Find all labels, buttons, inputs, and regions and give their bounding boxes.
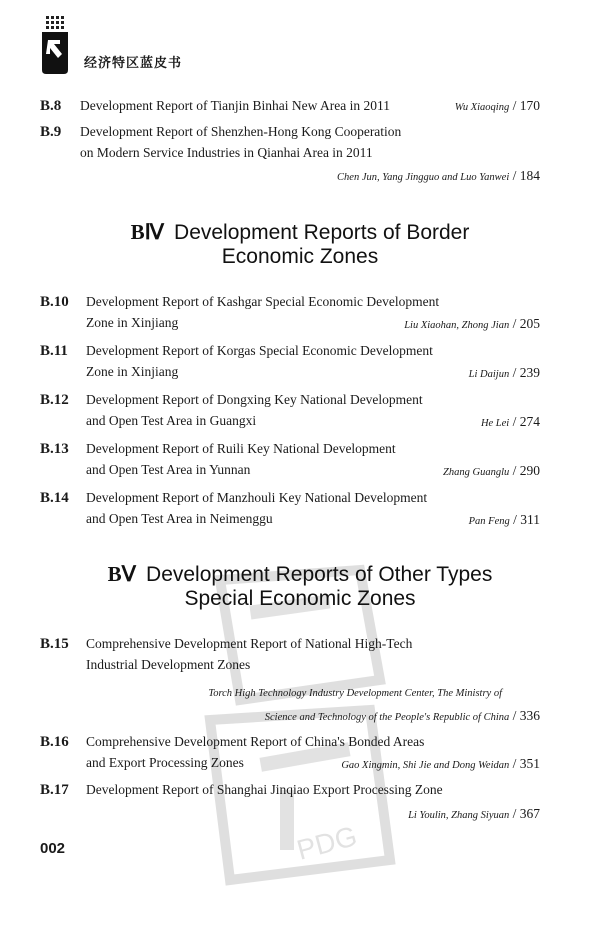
entry-page: / 205 xyxy=(512,316,540,331)
entry-title-line: Comprehensive Development Report of China's Bonded Areas xyxy=(86,734,425,749)
entry-title-line: and Open Test Area in Yunnan xyxy=(86,462,251,477)
section-roman: BⅤ xyxy=(107,562,137,586)
entry-author: Wu Xiaoqing xyxy=(454,102,510,113)
section-roman: BⅣ xyxy=(130,220,165,244)
toc-entry[interactable] xyxy=(40,731,540,775)
toc-entry[interactable] xyxy=(40,487,540,531)
entry-author-line: Torch High Technology Industry Development Center, The Ministry of xyxy=(208,688,502,699)
entry-title-line: Zone in Xinjiang xyxy=(86,364,179,379)
entry-author: Zhang Guanglu xyxy=(443,467,510,478)
entry-page: / 184 xyxy=(512,168,540,183)
entry-author: Pan Feng xyxy=(468,516,510,527)
entry-title-line: Development Report of Kashgar Special Economic Development xyxy=(86,294,440,309)
entry-author: Chen Jun, Yang Jingguo and Luo Yanwei xyxy=(337,172,510,183)
entry-author: Liu Xiaohan, Zhong Jian xyxy=(404,320,510,331)
watermark-text: PDG xyxy=(293,820,361,866)
watermark-seal xyxy=(180,560,420,900)
entry-title-line: Development Report of Shanghai Jinqiao Export Processing Zone xyxy=(86,782,443,797)
entry-title-line: Development Report of Tianjin Binhai New Area in 2011 xyxy=(80,98,390,113)
entry-code: B.8 xyxy=(40,98,62,114)
toc-entry[interactable] xyxy=(40,633,540,725)
entry-code: B.13 xyxy=(40,441,69,457)
entry-page: / 290 xyxy=(512,463,540,478)
entry-author: Li Daijun xyxy=(468,369,510,380)
section-title-line: Development Reports of Border xyxy=(174,221,470,244)
toc-entry[interactable] xyxy=(40,291,540,335)
section-heading-iv xyxy=(60,220,540,269)
running-header xyxy=(40,14,240,84)
entry-page: / 336 xyxy=(512,708,540,723)
entry-code: B.11 xyxy=(40,343,68,359)
entry-title-line: Development Report of Manzhouli Key National Development xyxy=(86,490,428,505)
entry-code: B.12 xyxy=(40,392,69,408)
entry-author: He Lei xyxy=(480,418,510,429)
toc-entry[interactable] xyxy=(40,438,540,482)
entry-page: / 170 xyxy=(512,98,540,113)
toc-entry[interactable] xyxy=(40,95,540,117)
entry-code: B.17 xyxy=(40,782,69,798)
section-title-line: Economic Zones xyxy=(221,245,379,268)
entry-page: / 351 xyxy=(512,756,540,771)
entry-title-line: and Open Test Area in Neimenggu xyxy=(86,511,273,526)
entry-page: / 274 xyxy=(512,414,540,429)
entry-title-line: and Export Processing Zones xyxy=(86,755,244,770)
entry-title-line: Comprehensive Development Report of National High-Tech xyxy=(86,636,413,651)
page-number: 002 xyxy=(40,840,66,857)
entry-title-line: Zone in Xinjiang xyxy=(86,315,179,330)
entry-title-line: Development Report of Ruili Key National Development xyxy=(86,441,396,456)
entry-code: B.15 xyxy=(40,636,69,652)
entry-title-line: Development Report of Dongxing Key National Development xyxy=(86,392,423,407)
entry-author: Li Youlin, Zhang Siyuan xyxy=(408,810,510,821)
entry-code: B.10 xyxy=(40,294,69,310)
series-logo-icon xyxy=(40,14,70,76)
entry-page: / 311 xyxy=(513,512,540,527)
toc-entry[interactable] xyxy=(40,779,540,823)
toc-entry[interactable] xyxy=(40,121,540,187)
entry-title-line: on Modern Service Industries in Qianhai Area in 2011 xyxy=(80,145,373,160)
entry-page: / 239 xyxy=(512,365,540,380)
toc-entry[interactable] xyxy=(40,340,540,384)
section-title-line: Special Economic Zones xyxy=(184,587,416,610)
entry-title-line: Industrial Development Zones xyxy=(86,657,251,672)
entry-title-line: Development Report of Shenzhen-Hong Kong Cooperation xyxy=(80,124,402,139)
entry-title-line: Development Report of Korgas Special Economic Development xyxy=(86,343,433,358)
entry-code: B.14 xyxy=(40,490,69,506)
entry-title-line: and Open Test Area in Guangxi xyxy=(86,413,257,428)
series-title: 经济特区蓝皮书 xyxy=(84,56,183,71)
entry-author: Gao Xingmin, Shi Jie and Dong Weidan xyxy=(341,760,510,771)
entry-code: B.16 xyxy=(40,734,69,750)
entry-author: Science and Technology of the People's Republic of China xyxy=(264,712,510,723)
section-heading-v xyxy=(60,562,540,611)
entry-code: B.9 xyxy=(40,124,62,140)
section-title-line: Development Reports of Other Types xyxy=(146,563,493,586)
toc-entry[interactable] xyxy=(40,389,540,433)
entry-page: / 367 xyxy=(512,806,540,821)
